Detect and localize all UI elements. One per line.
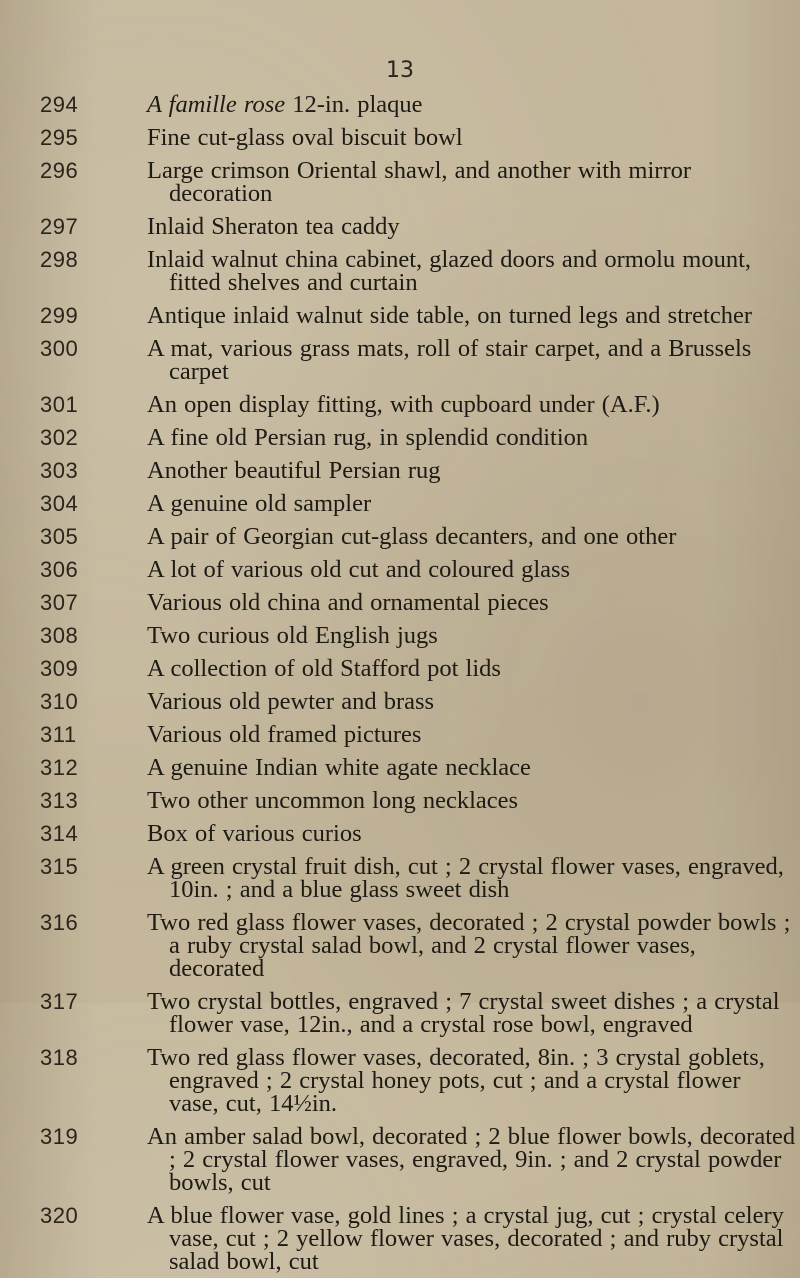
lot-entry: [0, 906, 800, 985]
lot-entry: [0, 652, 800, 685]
lot-entry: [0, 154, 800, 210]
lot-entry: [0, 619, 800, 652]
lot-number: 317: [40, 989, 79, 1014]
lot-number: 318: [40, 1045, 79, 1070]
lot-description: Two red glass flower vases, decorated ; 2 crystal powder bowls ; a ruby crystal salad bowl, and 2 crystal flower vases, decorated: [147, 909, 791, 982]
lot-description: Two crystal bottles, engraved ; 7 crystal sweet dishes ; a crystal flower vase, 12in., and a crystal rose bowl, engraved: [147, 988, 780, 1038]
lot-description: A genuine old sampler: [147, 490, 372, 517]
lot-entry: [0, 751, 800, 784]
lot-entry: [0, 299, 800, 332]
lot-number: 313: [40, 788, 79, 813]
lot-entry: [0, 388, 800, 421]
lot-entry: [0, 421, 800, 454]
lot-entry: [0, 121, 800, 154]
lot-description: A lot of various old cut and coloured glass: [147, 556, 571, 583]
lot-description: A pair of Georgian cut-glass decanters, and one other: [147, 523, 677, 550]
lot-number: 304: [40, 491, 79, 516]
lot-entry: [0, 332, 800, 388]
lot-entry: [0, 1120, 800, 1199]
lot-number: 315: [40, 854, 79, 879]
page-number: 13: [386, 58, 414, 83]
lot-description: Two curious old English jugs: [147, 622, 438, 649]
lot-description-italic: A famille rose: [147, 91, 286, 118]
lot-number: 300: [40, 336, 79, 361]
lot-number: 306: [40, 557, 79, 582]
lot-number: 294: [40, 92, 79, 117]
lot-entry: [0, 487, 800, 520]
lot-description: A fine old Persian rug, in splendid condition: [147, 424, 589, 451]
lot-description: Large crimson Oriental shawl, and another with mirror decoration: [147, 157, 692, 207]
lot-description: Various old china and ornamental pieces: [147, 589, 549, 616]
lot-number: 314: [40, 821, 79, 846]
lot-entry: [0, 817, 800, 850]
lot-entry: [0, 243, 800, 299]
lot-description: An amber salad bowl, decorated ; 2 blue flower bowls, decorated ; 2 crystal flower vases, engraved, 9in. ; and 2 crystal powder bowls, cut: [147, 1123, 796, 1196]
lot-description: Various old pewter and brass: [147, 688, 435, 715]
lot-number: 302: [40, 425, 79, 450]
lot-entry: [0, 784, 800, 817]
lot-description: Another beautiful Persian rug: [147, 457, 441, 484]
lot-number: 296: [40, 158, 79, 183]
lot-number: 299: [40, 303, 79, 328]
lot-number: 310: [40, 689, 79, 714]
lot-number: 295: [40, 125, 79, 150]
lot-description: Inlaid walnut china cabinet, glazed doors and ormolu mount, fitted shelves and curtain: [147, 246, 752, 296]
lot-number: 308: [40, 623, 79, 648]
lot-description: A mat, various grass mats, roll of stair carpet, and a Brussels carpet: [147, 335, 752, 385]
lot-number: 305: [40, 524, 79, 549]
lot-description: A genuine Indian white agate necklace: [147, 754, 531, 781]
lot-number: 298: [40, 247, 79, 272]
lot-description: Two red glass flower vases, decorated, 8in. ; 3 crystal goblets, engraved ; 2 crystal honey pots, cut ; and a crystal flower vase, cut, 14½in.: [147, 1044, 765, 1117]
lot-entry: [0, 1199, 800, 1278]
lot-description-text: 12-in. plaque: [285, 91, 423, 118]
lot-number: 312: [40, 755, 79, 780]
lot-entry: [0, 985, 800, 1041]
lot-description: A blue flower vase, gold lines ; a crystal jug, cut ; crystal celery vase, cut ; 2 yellow flower vases, decorated ; and ruby crystal salad bowl, cut: [147, 1202, 784, 1275]
lot-description: Box of various curios: [147, 820, 362, 847]
lot-number: 316: [40, 910, 79, 935]
lot-description: An open display fitting, with cupboard under (A.F.): [147, 391, 660, 418]
lot-entry: [0, 88, 800, 121]
lot-entry: [0, 586, 800, 619]
lot-number: 309: [40, 656, 79, 681]
lot-description: A green crystal fruit dish, cut ; 2 crystal flower vases, engraved, 10in. ; and a blue glass sweet dish: [147, 853, 784, 903]
lot-number: 320: [40, 1203, 79, 1228]
lot-description: Antique inlaid walnut side table, on turned legs and stretcher: [147, 302, 753, 329]
lot-description: Inlaid Sheraton tea caddy: [147, 213, 400, 240]
lot-description: A collection of old Stafford pot lids: [147, 655, 501, 682]
lot-entry: [0, 685, 800, 718]
lot-entry: [0, 553, 800, 586]
lot-number: 303: [40, 458, 79, 483]
lot-number: 301: [40, 392, 79, 417]
lot-number: 307: [40, 590, 79, 615]
lot-entry: [0, 718, 800, 751]
lot-entry: [0, 1041, 800, 1120]
lot-entry: [0, 454, 800, 487]
lot-number: 311: [40, 722, 77, 747]
lot-description: Two other uncommon long necklaces: [147, 787, 519, 814]
lot-description: Fine cut-glass oval biscuit bowl: [147, 124, 463, 151]
lot-entry: [0, 210, 800, 243]
lot-entry: [0, 850, 800, 906]
lot-description: Various old framed pictures: [147, 721, 422, 748]
lot-description: [147, 88, 797, 121]
lot-number: 297: [40, 214, 79, 239]
lot-entry: [0, 520, 800, 553]
lot-number: 319: [40, 1124, 79, 1149]
lot-list: [0, 88, 800, 1278]
